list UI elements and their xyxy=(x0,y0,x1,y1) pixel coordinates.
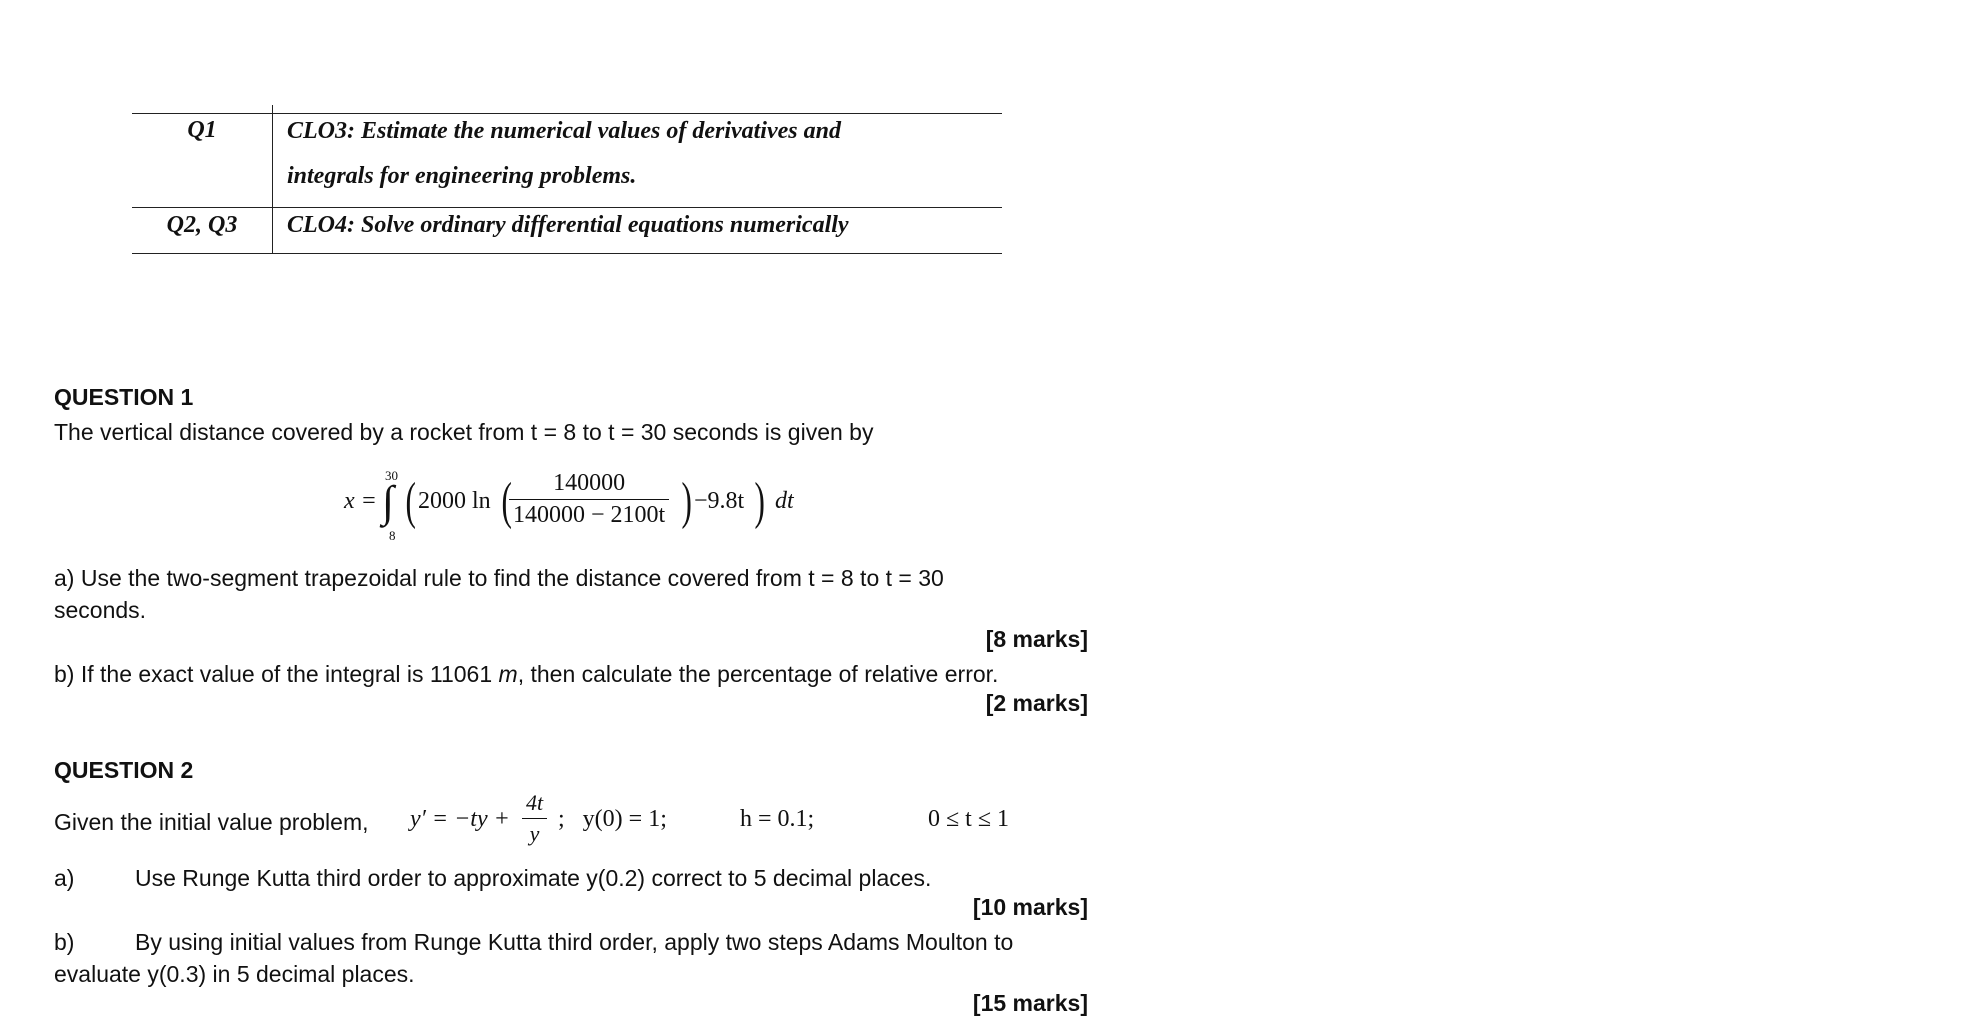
formula-lhs: x = xyxy=(344,488,377,514)
table-bottom-border xyxy=(132,253,1002,254)
question2-part-b-label: b) xyxy=(54,929,75,955)
table-cell-outcome: CLO4: Solve ordinary differential equations numerically xyxy=(287,212,849,238)
question1-part-a-marks: [8 marks] xyxy=(985,626,1088,652)
equation-denominator: y xyxy=(522,818,547,847)
table-cell-outcome-line1: CLO3: Estimate the numerical values of derivatives and xyxy=(287,118,841,144)
formula-dt: dt xyxy=(775,488,794,514)
table-cell-question: Q2, Q3 xyxy=(166,212,238,238)
equation-lhs: y′ = −ty + xyxy=(410,806,510,832)
step-size: h = 0.1; xyxy=(740,806,815,832)
question1-part-b-marks: [2 marks] xyxy=(985,690,1088,716)
table-column-divider xyxy=(272,105,273,253)
question1-part-a: a) Use the two-segment trapezoidal rule to find the distance covered from t = 8 to t = 30 xyxy=(54,565,944,591)
left-paren: ( xyxy=(405,473,416,530)
question2-part-a-marks: [10 marks] xyxy=(972,894,1088,920)
question1-part-a-cont: seconds. xyxy=(54,597,147,623)
initial-condition: ; y(0) = 1; xyxy=(558,806,667,832)
formula-coefficient: 2000 ln xyxy=(418,488,491,514)
equation-numerator: 4t xyxy=(526,790,544,815)
question1-intro: The vertical distance covered by a rocket from t = 8 to t = 30 seconds is given by xyxy=(54,419,874,445)
right-paren-inner: ) xyxy=(681,473,692,530)
question2-part-a: Use Runge Kutta third order to approximate y(0.2) correct to 5 decimal places. xyxy=(135,865,932,891)
ivp-equation xyxy=(410,790,1020,850)
equation-fraction xyxy=(522,790,547,847)
part-b-unit: m xyxy=(498,661,518,687)
fraction-numerator: 140000 xyxy=(553,470,626,496)
question1-heading: QUESTION 1 xyxy=(54,384,194,410)
t-range: 0 ≤ t ≤ 1 xyxy=(928,806,1010,832)
part-b-text: b) If the exact value of the integral is 11061 xyxy=(54,661,499,687)
question2-part-b-marks: [15 marks] xyxy=(972,990,1088,1016)
question1-part-b xyxy=(54,658,998,690)
integral-formula xyxy=(344,466,814,546)
integral-lower-limit: 8 xyxy=(389,528,396,543)
part-b-text-end: , then calculate the percentage of relative error. xyxy=(517,661,999,687)
fraction-denominator: 140000 − 2100t xyxy=(509,499,669,529)
integral-upper-limit: 30 xyxy=(385,468,398,483)
question2-heading: QUESTION 2 xyxy=(54,757,194,783)
integral-sign: ∫ xyxy=(382,477,395,526)
question2-intro: Given the initial value problem, xyxy=(54,809,369,835)
right-paren: ) xyxy=(754,473,765,530)
question2-part-b: By using initial values from Runge Kutta third order, apply two steps Adams Moulton to xyxy=(135,929,1014,955)
question2-part-b-cont: evaluate y(0.3) in 5 decimal places. xyxy=(54,961,415,987)
left-paren-inner: ( xyxy=(501,473,512,530)
table-cell-question: Q1 xyxy=(187,117,217,143)
table-cell-outcome-line2: integrals for engineering problems. xyxy=(287,163,637,189)
question2-part-a-label: a) xyxy=(54,865,75,891)
formula-tail: −9.8t xyxy=(694,488,745,514)
formula-fraction xyxy=(509,470,669,529)
